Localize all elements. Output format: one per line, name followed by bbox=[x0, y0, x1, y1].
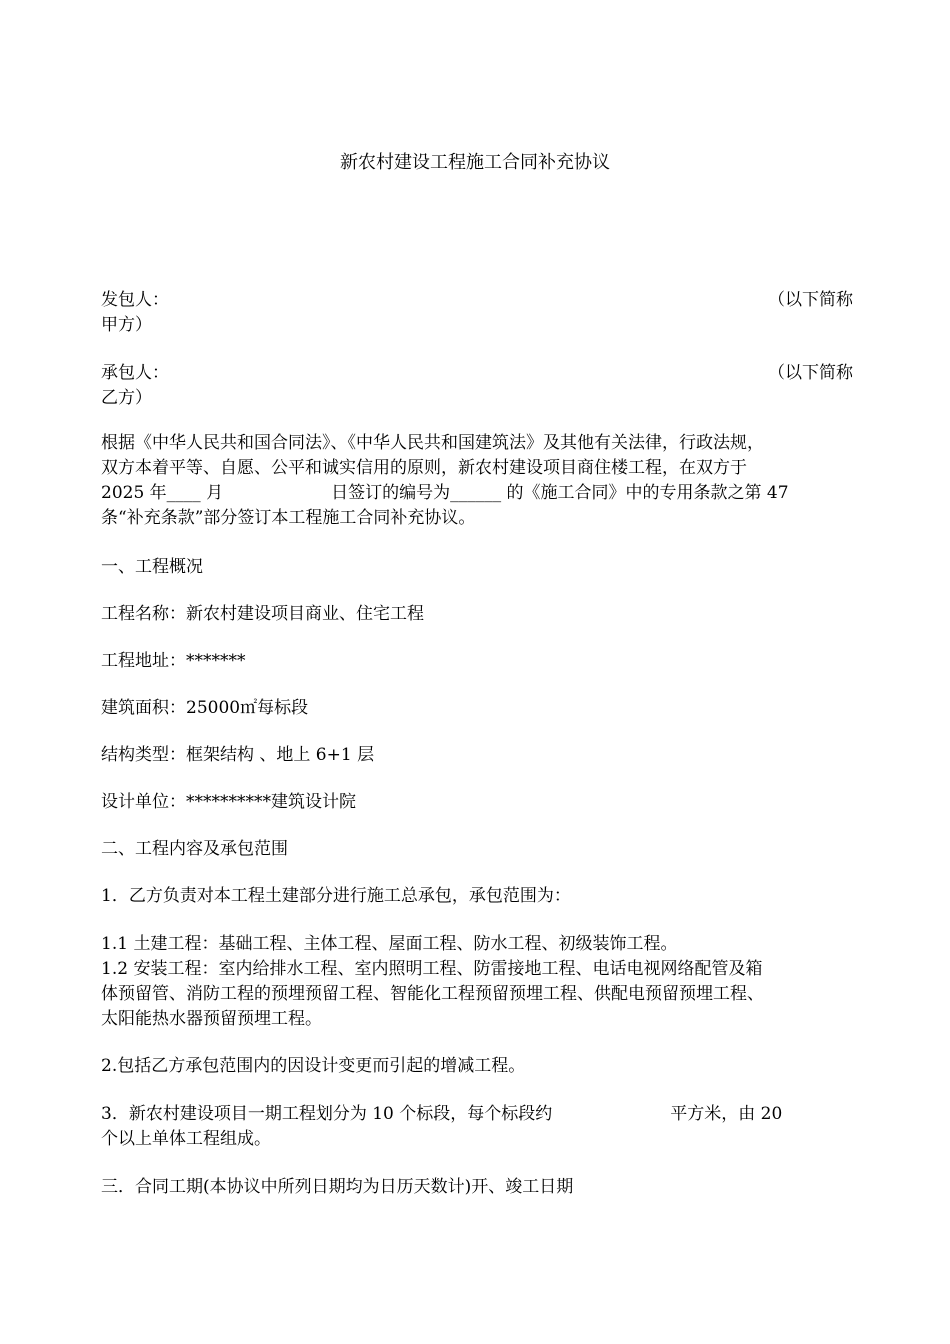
employer-alias-start: （以下简称 bbox=[768, 290, 853, 310]
section-heading: 三．合同工期(本协议中所列日期均为日历天数计)开、竣工日期 bbox=[101, 1177, 574, 1197]
project-area: 建筑面积：25000㎡每标段 bbox=[101, 698, 309, 718]
section-heading: 一、工程概况 bbox=[101, 557, 203, 577]
document-title: 新农村建设工程施工合同补充协议 bbox=[340, 152, 610, 173]
employer-party bbox=[101, 288, 853, 338]
scope-subitem: 太阳能热水器预留预埋工程。 bbox=[101, 1009, 322, 1029]
section-area-text: 平方米，由 20 bbox=[670, 1104, 783, 1124]
scope-item: 1．乙方负责对本工程土建部分进行施工总承包，承包范围为： bbox=[101, 886, 571, 906]
scope-item bbox=[101, 1102, 853, 1152]
project-address: 工程地址：******* bbox=[101, 651, 246, 671]
project-structure: 结构类型：框架结构 、地上 6+1 层 bbox=[101, 745, 375, 765]
section-heading: 二、工程内容及承包范围 bbox=[101, 839, 288, 859]
preamble-line: 根据《中华人民共和国合同法》、《中华人民共和国建筑法》及其他有关法律，行政法规， bbox=[101, 433, 764, 453]
preamble-line: 条“补充条款”部分签订本工程施工合同补充协议。 bbox=[101, 508, 476, 528]
contractor-label: 承包人： bbox=[101, 363, 169, 383]
scope-item-continuation: 个以上单体工程组成。 bbox=[101, 1129, 271, 1149]
contract-date-text: 2025 年____ 月 bbox=[101, 483, 224, 503]
preamble-paragraph bbox=[101, 431, 861, 531]
scope-subitem: 体预留管、消防工程的预埋预留工程、智能化工程预留预埋工程、供配电预留预埋工程、 bbox=[101, 984, 764, 1004]
scope-item: 2.包括乙方承包范围内的因设计变更而引起的增减工程。 bbox=[101, 1056, 526, 1076]
preamble-line bbox=[101, 481, 861, 506]
employer-label: 发包人： bbox=[101, 290, 169, 310]
contractor-alias-end: 乙方） bbox=[101, 388, 152, 408]
preamble-line: 双方本着平等、自愿、公平和诚实信用的原则，新农村建设项目商住楼工程，在双方于 bbox=[101, 458, 747, 478]
section-count-text: 3．新农村建设项目一期工程划分为 10 个标段，每个标段约 bbox=[101, 1104, 553, 1124]
contractor-party bbox=[101, 361, 853, 411]
project-name: 工程名称：新农村建设项目商业、住宅工程 bbox=[101, 604, 424, 624]
scope-subitem: 1.1 土建工程：基础工程、主体工程、屋面工程、防水工程、初级装饰工程。 bbox=[101, 934, 678, 954]
employer-alias-end: 甲方） bbox=[101, 315, 152, 335]
project-designer: 设计单位：**********建筑设计院 bbox=[101, 792, 356, 812]
contractor-alias-start: （以下简称 bbox=[768, 363, 853, 383]
contract-number-text: 日签订的编号为______ 的《施工合同》中的专用条款之第 47 bbox=[331, 483, 789, 503]
scope-subitem: 1.2 安装工程：室内给排水工程、室内照明工程、防雷接地工程、电话电视网络配管及箱 bbox=[101, 959, 763, 979]
scope-subitems bbox=[101, 932, 861, 1032]
